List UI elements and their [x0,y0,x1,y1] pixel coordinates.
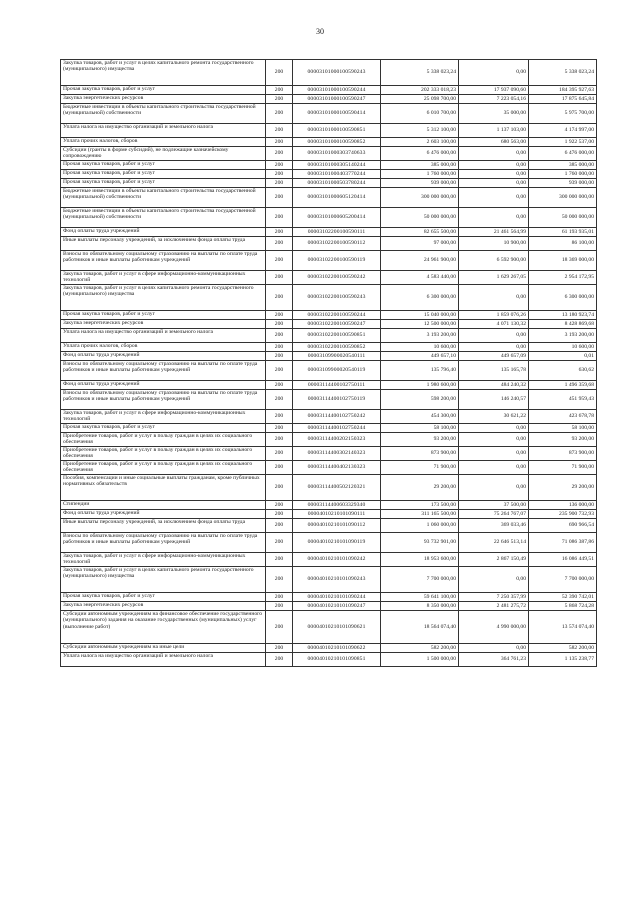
row-code-cell: 200 [266,208,293,228]
row-executed-amount-cell: 1 859 076,26 [459,311,529,320]
table-row [61,352,597,361]
row-classification-code-cell: 00003101000503780244 [293,179,381,188]
row-name-cell: Уплата налога на имущество организаций и земельного налога [61,124,266,138]
row-approved-amount-cell: 300 000 000,00 [381,188,459,208]
row-name-cell: Приобретение товаров, работ и услуг в пользу граждан в целях их социального обеспечения [61,461,266,475]
row-classification-code-cell: 00003114400302140323 [293,447,381,461]
row-classification-code-cell: 00004010210101090111 [293,510,381,519]
row-approved-amount-cell: 1 060 000,00 [381,519,459,533]
row-approved-amount-cell: 6 010 700,00 [381,104,459,124]
row-executed-amount-cell: 17 937 090,60 [459,86,529,95]
row-approved-amount-cell: 5 312 100,00 [381,124,459,138]
row-code-cell: 200 [266,567,293,593]
row-executed-amount-cell: 4 071 130,32 [459,320,529,329]
row-unexecuted-amount-cell: 5 975 700,00 [529,104,597,124]
row-code-cell: 200 [266,381,293,390]
table-row [61,311,597,320]
row-unexecuted-amount-cell: 1 760 000,00 [529,170,597,179]
table-row [61,390,597,410]
row-classification-code-cell: 00003101000100590851 [293,124,381,138]
table-row [61,60,597,86]
row-code-cell: 200 [266,447,293,461]
row-name-cell: Стипендии [61,501,266,510]
row-approved-amount-cell: 135 796,40 [381,361,459,381]
row-unexecuted-amount-cell: 58 100,00 [529,424,597,433]
row-classification-code-cell: 00003101000605200414 [293,208,381,228]
row-executed-amount-cell: 4 990 000,00 [459,611,529,644]
row-unexecuted-amount-cell: 61 193 935,01 [529,228,597,237]
table-row [61,553,597,567]
table-row [61,519,597,533]
row-classification-code-cell: 00004010210101090622 [293,644,381,653]
row-classification-code-cell: 00003109900020540119 [293,361,381,381]
row-name-cell: Взносы по обязательному социальному страхованию на выплаты по оплате труда работников и иные выплаты работникам учреждений [61,390,266,410]
row-approved-amount-cell: 7 700 000,00 [381,567,459,593]
row-name-cell: Бюджетные инвестиции в объекты капитального строительства государственной (муниципальной) собственности [61,188,266,208]
table-row [61,447,597,461]
table-row [61,228,597,237]
row-code-cell: 200 [266,237,293,251]
row-code-cell: 200 [266,138,293,147]
row-classification-code-cell: 00003101000100590247 [293,95,381,104]
table-row [61,611,597,644]
row-approved-amount-cell: 1 760 000,00 [381,170,459,179]
row-classification-code-cell: 00004010210101090621 [293,611,381,644]
table-row [61,361,597,381]
row-name-cell: Прочая закупка товаров, работ и услуг [61,593,266,602]
row-code-cell: 200 [266,433,293,447]
row-executed-amount-cell: 35 000,00 [459,104,529,124]
row-unexecuted-amount-cell: 86 100,00 [529,237,597,251]
row-unexecuted-amount-cell: 5 338 023,24 [529,60,597,86]
row-executed-amount-cell: 2 481 275,72 [459,602,529,611]
row-classification-code-cell: 00003114400102750119 [293,390,381,410]
row-executed-amount-cell: 30 621,22 [459,410,529,424]
row-executed-amount-cell: 10 900,00 [459,237,529,251]
row-classification-code-cell: 00003114400202150323 [293,433,381,447]
row-executed-amount-cell: 680 563,00 [459,138,529,147]
table-row [61,343,597,352]
row-name-cell: Закупка товаров, работ и услуг в целях капитального ремонта государственного (муниципального) имущества [61,60,266,86]
row-executed-amount-cell: 364 761,23 [459,653,529,667]
table-row [61,644,597,653]
row-name-cell: Фонд оплаты труда учреждений [61,352,266,361]
page-number: 30 [316,27,324,36]
row-approved-amount-cell: 5 338 023,24 [381,60,459,86]
row-code-cell: 200 [266,311,293,320]
row-approved-amount-cell: 3 193 200,00 [381,329,459,343]
row-executed-amount-cell: 7 250 357,99 [459,593,529,602]
row-unexecuted-amount-cell: 451 959,43 [529,390,597,410]
row-name-cell: Субсидии автономным учреждениям на финансовое обеспечение государственного (муниципального) задания на оказание государственных (муниципальных) услуг (выполнение работ) [61,611,266,644]
row-approved-amount-cell: 8 350 000,00 [381,602,459,611]
row-executed-amount-cell: 0,00 [459,475,529,501]
table-row [61,533,597,553]
row-classification-code-cell: 00003101000100590852 [293,138,381,147]
row-code-cell: 200 [266,271,293,285]
row-classification-code-cell: 00003114400102750242 [293,410,381,424]
row-executed-amount-cell: 449 657,09 [459,352,529,361]
table-row [61,593,597,602]
table-row [61,285,597,311]
row-classification-code-cell: 00004010210101090243 [293,567,381,593]
row-code-cell: 200 [266,611,293,644]
row-executed-amount-cell: 37 500,00 [459,501,529,510]
row-code-cell: 200 [266,170,293,179]
row-classification-code-cell: 00004010210101090851 [293,653,381,667]
row-classification-code-cell: 00003101000403770244 [293,170,381,179]
row-code-cell: 200 [266,86,293,95]
row-code-cell: 200 [266,228,293,237]
row-name-cell: Закупка товаров, работ и услуг в целях капитального ремонта государственного (муниципального) имущества [61,285,266,311]
row-classification-code-cell: 00003114400502120321 [293,475,381,501]
row-name-cell: Иные выплаты персоналу учреждений, за исключением фонда оплаты труда [61,237,266,251]
table-row [61,170,597,179]
row-executed-amount-cell: 0,00 [459,60,529,86]
row-executed-amount-cell: 0,00 [459,170,529,179]
row-name-cell: Субсидии автономным учреждениям на иные цели [61,644,266,653]
row-unexecuted-amount-cell: 1 135 238,77 [529,653,597,667]
row-approved-amount-cell: 71 900,00 [381,461,459,475]
row-unexecuted-amount-cell: 235 900 732,93 [529,510,597,519]
row-classification-code-cell: 00003102200100590244 [293,311,381,320]
row-name-cell: Закупка товаров, работ и услуг в сфере информационно-коммуникационных технологий [61,553,266,567]
row-approved-amount-cell: 202 333 018,23 [381,86,459,95]
row-approved-amount-cell: 50 000 000,00 [381,208,459,228]
row-unexecuted-amount-cell: 10 600,00 [529,343,597,352]
row-executed-amount-cell: 0,00 [459,208,529,228]
row-code-cell: 200 [266,424,293,433]
row-unexecuted-amount-cell: 4 174 997,00 [529,124,597,138]
row-code-cell: 200 [266,519,293,533]
row-approved-amount-cell: 24 961 900,00 [381,251,459,271]
row-code-cell: 200 [266,124,293,138]
row-approved-amount-cell: 873 900,00 [381,447,459,461]
row-approved-amount-cell: 93 732 901,00 [381,533,459,553]
table-row [61,501,597,510]
budget-execution-table [60,59,597,667]
row-classification-code-cell: 00004010210101090244 [293,593,381,602]
row-executed-amount-cell: 0,00 [459,147,529,161]
table-row [61,237,597,251]
row-name-cell: Бюджетные инвестиции в объекты капитального строительства государственной (муниципальной) собственности [61,104,266,124]
row-unexecuted-amount-cell: 1 496 359,68 [529,381,597,390]
row-executed-amount-cell: 0,00 [459,424,529,433]
row-executed-amount-cell: 484 240,32 [459,381,529,390]
row-approved-amount-cell: 59 641 100,00 [381,593,459,602]
row-approved-amount-cell: 1 500 000,00 [381,653,459,667]
row-name-cell: Прочая закупка товаров, работ и услуг [61,311,266,320]
row-approved-amount-cell: 82 655 500,00 [381,228,459,237]
row-unexecuted-amount-cell: 690 966,54 [529,519,597,533]
row-unexecuted-amount-cell: 184 395 927,63 [529,86,597,95]
row-unexecuted-amount-cell: 6 476 000,00 [529,147,597,161]
row-code-cell: 200 [266,251,293,271]
table-row [61,602,597,611]
row-classification-code-cell: 00003101000305140244 [293,161,381,170]
row-approved-amount-cell: 93 200,00 [381,433,459,447]
row-unexecuted-amount-cell: 0,01 [529,352,597,361]
row-unexecuted-amount-cell: 17 875 645,84 [529,95,597,104]
row-executed-amount-cell: 6 592 900,00 [459,251,529,271]
row-name-cell: Пособия, компенсации и иные социальные выплаты гражданам, кроме публичных нормативных обязательств [61,475,266,501]
row-code-cell: 200 [266,602,293,611]
row-approved-amount-cell: 454 300,00 [381,410,459,424]
row-classification-code-cell: 00003114400102750111 [293,381,381,390]
row-executed-amount-cell: 1 137 103,00 [459,124,529,138]
row-unexecuted-amount-cell: 13 180 923,74 [529,311,597,320]
row-executed-amount-cell: 0,00 [459,343,529,352]
row-executed-amount-cell: 135 165,78 [459,361,529,381]
row-name-cell: Прочая закупка товаров, работ и услуг [61,424,266,433]
row-unexecuted-amount-cell: 136 000,00 [529,501,597,510]
row-executed-amount-cell: 0,00 [459,179,529,188]
row-unexecuted-amount-cell: 873 900,00 [529,447,597,461]
row-name-cell: Субсидии (гранты в форме субсидий), не подлежащие казначейскому сопровождению [61,147,266,161]
row-unexecuted-amount-cell: 71 086 387,86 [529,533,597,553]
row-code-cell: 200 [266,60,293,86]
table-row [61,510,597,519]
row-unexecuted-amount-cell: 16 086 449,51 [529,553,597,567]
row-name-cell: Уплата прочих налогов, сборов [61,343,266,352]
row-name-cell: Закупка товаров, работ и услуг в сфере информационно-коммуникационных технологий [61,410,266,424]
row-executed-amount-cell: 0,00 [459,433,529,447]
row-name-cell: Фонд оплаты труда учреждений [61,381,266,390]
row-name-cell: Иные выплаты персоналу учреждений, за исключением фонда оплаты труда [61,519,266,533]
row-code-cell: 200 [266,644,293,653]
row-unexecuted-amount-cell: 29 200,00 [529,475,597,501]
row-name-cell: Фонд оплаты труда учреждений [61,510,266,519]
table-row [61,271,597,285]
row-unexecuted-amount-cell: 423 678,78 [529,410,597,424]
row-name-cell: Взносы по обязательному социальному страхованию на выплаты по оплате труда работников и иные выплаты работникам учреждений [61,251,266,271]
row-approved-amount-cell: 6 300 000,00 [381,285,459,311]
row-name-cell: Взносы по обязательному социальному страхованию на выплаты по оплате труда работников и иные выплаты работникам учреждений [61,533,266,553]
row-code-cell: 200 [266,410,293,424]
table-row [61,147,597,161]
row-approved-amount-cell: 97 000,00 [381,237,459,251]
row-unexecuted-amount-cell: 50 000 000,00 [529,208,597,228]
row-approved-amount-cell: 58 100,00 [381,424,459,433]
row-executed-amount-cell: 7 223 054,16 [459,95,529,104]
row-approved-amount-cell: 939 000,00 [381,179,459,188]
row-classification-code-cell: 00003102200100590243 [293,285,381,311]
row-code-cell: 200 [266,188,293,208]
row-approved-amount-cell: 4 583 440,00 [381,271,459,285]
row-unexecuted-amount-cell: 2 954 172,95 [529,271,597,285]
row-classification-code-cell: 00003114400603329340 [293,501,381,510]
row-name-cell: Приобретение товаров, работ и услуг в пользу граждан в целях их социального обеспечения [61,447,266,461]
table-row [61,104,597,124]
row-name-cell: Приобретение товаров, работ и услуг в пользу граждан в целях их социального обеспечения [61,433,266,447]
table-row [61,433,597,447]
row-classification-code-cell: 00003102200100590112 [293,237,381,251]
row-unexecuted-amount-cell: 6 300 000,00 [529,285,597,311]
row-unexecuted-amount-cell: 7 700 000,00 [529,567,597,593]
row-classification-code-cell: 00003101000100590244 [293,86,381,95]
row-approved-amount-cell: 449 657,10 [381,352,459,361]
row-classification-code-cell: 00004010210101090112 [293,519,381,533]
row-executed-amount-cell: 0,00 [459,461,529,475]
row-code-cell: 200 [266,320,293,329]
row-executed-amount-cell: 75 264 767,07 [459,510,529,519]
row-name-cell: Взносы по обязательному социальному страхованию на выплаты по оплате труда работников и иные выплаты работникам учреждений [61,361,266,381]
row-classification-code-cell: 00003101000100590243 [293,60,381,86]
row-unexecuted-amount-cell: 52 390 742,01 [529,593,597,602]
table-row [61,424,597,433]
table-row [61,95,597,104]
row-executed-amount-cell: 369 033,46 [459,519,529,533]
table-row [61,124,597,138]
row-name-cell: Уплата прочих налогов, сборов [61,138,266,147]
row-code-cell: 200 [266,461,293,475]
row-code-cell: 200 [266,390,293,410]
row-code-cell: 200 [266,329,293,343]
row-unexecuted-amount-cell: 385 000,00 [529,161,597,170]
row-code-cell: 200 [266,475,293,501]
row-code-cell: 200 [266,361,293,381]
row-name-cell: Прочая закупка товаров, работ и услуг [61,179,266,188]
row-approved-amount-cell: 6 476 000,00 [381,147,459,161]
row-executed-amount-cell: 0,00 [459,285,529,311]
row-name-cell: Закупка энергетических ресурсов [61,602,266,611]
row-unexecuted-amount-cell: 5 868 724,28 [529,602,597,611]
row-executed-amount-cell: 2 867 150,49 [459,553,529,567]
row-code-cell: 200 [266,147,293,161]
row-approved-amount-cell: 12 500 000,00 [381,320,459,329]
row-unexecuted-amount-cell: 18 369 000,00 [529,251,597,271]
row-name-cell: Прочая закупка товаров, работ и услуг [61,86,266,95]
row-code-cell: 200 [266,653,293,667]
table-row [61,567,597,593]
table-row [61,320,597,329]
row-classification-code-cell: 00003101000100590414 [293,104,381,124]
row-unexecuted-amount-cell: 939 000,00 [529,179,597,188]
row-classification-code-cell: 00003102200100590247 [293,320,381,329]
row-executed-amount-cell: 0,00 [459,329,529,343]
row-code-cell: 200 [266,510,293,519]
row-code-cell: 200 [266,352,293,361]
row-classification-code-cell: 00003114400102750244 [293,424,381,433]
row-code-cell: 200 [266,553,293,567]
row-name-cell: Закупка товаров, работ и услуг в целях капитального ремонта государственного (муниципального) имущества [61,567,266,593]
row-approved-amount-cell: 29 200,00 [381,475,459,501]
row-classification-code-cell: 00003101000303740633 [293,147,381,161]
row-code-cell: 200 [266,593,293,602]
row-name-cell: Фонд оплаты труда учреждений [61,228,266,237]
row-code-cell: 200 [266,161,293,170]
row-name-cell: Бюджетные инвестиции в объекты капитального строительства государственной (муниципальной) собственности [61,208,266,228]
row-executed-amount-cell: 0,00 [459,567,529,593]
table-row [61,86,597,95]
table-row [61,461,597,475]
row-code-cell: 200 [266,501,293,510]
row-code-cell: 200 [266,533,293,553]
table-row [61,188,597,208]
row-name-cell: Прочая закупка товаров, работ и услуг [61,161,266,170]
row-executed-amount-cell: 21 461 564,99 [459,228,529,237]
row-classification-code-cell: 00003102200100590119 [293,251,381,271]
row-executed-amount-cell: 1 629 267,05 [459,271,529,285]
row-executed-amount-cell: 0,00 [459,161,529,170]
table-row [61,208,597,228]
row-approved-amount-cell: 582 200,00 [381,644,459,653]
row-executed-amount-cell: 0,00 [459,188,529,208]
row-unexecuted-amount-cell: 3 193 200,00 [529,329,597,343]
row-approved-amount-cell: 10 600,00 [381,343,459,352]
row-classification-code-cell: 00003102200100590111 [293,228,381,237]
row-name-cell: Закупка энергетических ресурсов [61,320,266,329]
row-name-cell: Уплата налога на имущество организаций и земельного налога [61,653,266,667]
row-code-cell: 200 [266,95,293,104]
row-approved-amount-cell: 2 603 100,00 [381,138,459,147]
row-executed-amount-cell: 146 240,57 [459,390,529,410]
row-unexecuted-amount-cell: 8 428 869,68 [529,320,597,329]
row-classification-code-cell: 00004010210101090247 [293,602,381,611]
row-unexecuted-amount-cell: 300 000 000,00 [529,188,597,208]
table-row [61,179,597,188]
row-classification-code-cell: 00003102200100590242 [293,271,381,285]
row-approved-amount-cell: 598 200,00 [381,390,459,410]
row-code-cell: 200 [266,104,293,124]
row-unexecuted-amount-cell: 71 900,00 [529,461,597,475]
row-approved-amount-cell: 18 564 074,40 [381,611,459,644]
row-code-cell: 200 [266,285,293,311]
row-unexecuted-amount-cell: 582 200,00 [529,644,597,653]
row-name-cell: Уплата налога на имущество организаций и земельного налога [61,329,266,343]
row-code-cell: 200 [266,179,293,188]
row-name-cell: Закупка товаров, работ и услуг в сфере информационно-коммуникационных технологий [61,271,266,285]
row-name-cell: Прочая закупка товаров, работ и услуг [61,170,266,179]
row-approved-amount-cell: 25 098 700,00 [381,95,459,104]
table-row [61,161,597,170]
row-executed-amount-cell: 22 646 513,14 [459,533,529,553]
table-row [61,381,597,390]
row-unexecuted-amount-cell: 630,62 [529,361,597,381]
row-approved-amount-cell: 173 500,00 [381,501,459,510]
row-unexecuted-amount-cell: 1 922 537,00 [529,138,597,147]
row-unexecuted-amount-cell: 93 200,00 [529,433,597,447]
row-approved-amount-cell: 385 000,00 [381,161,459,170]
row-classification-code-cell: 00003102200100590851 [293,329,381,343]
table-row [61,653,597,667]
table-row [61,251,597,271]
row-classification-code-cell: 00003109900020540111 [293,352,381,361]
row-executed-amount-cell: 0,00 [459,447,529,461]
row-classification-code-cell: 00004010210101090242 [293,553,381,567]
row-executed-amount-cell: 0,00 [459,644,529,653]
row-name-cell: Закупка энергетических ресурсов [61,95,266,104]
row-unexecuted-amount-cell: 13 574 074,40 [529,611,597,644]
row-approved-amount-cell: 15 040 000,00 [381,311,459,320]
table-row [61,329,597,343]
table-row [61,410,597,424]
row-code-cell: 200 [266,343,293,352]
row-classification-code-cell: 00003114400402130323 [293,461,381,475]
row-classification-code-cell: 00004010210101090119 [293,533,381,553]
row-approved-amount-cell: 311 165 500,00 [381,510,459,519]
row-approved-amount-cell: 1 980 600,00 [381,381,459,390]
row-classification-code-cell: 00003101000605120414 [293,188,381,208]
row-classification-code-cell: 00003102200100590852 [293,343,381,352]
row-approved-amount-cell: 18 953 600,00 [381,553,459,567]
table-row [61,138,597,147]
table-row [61,475,597,501]
